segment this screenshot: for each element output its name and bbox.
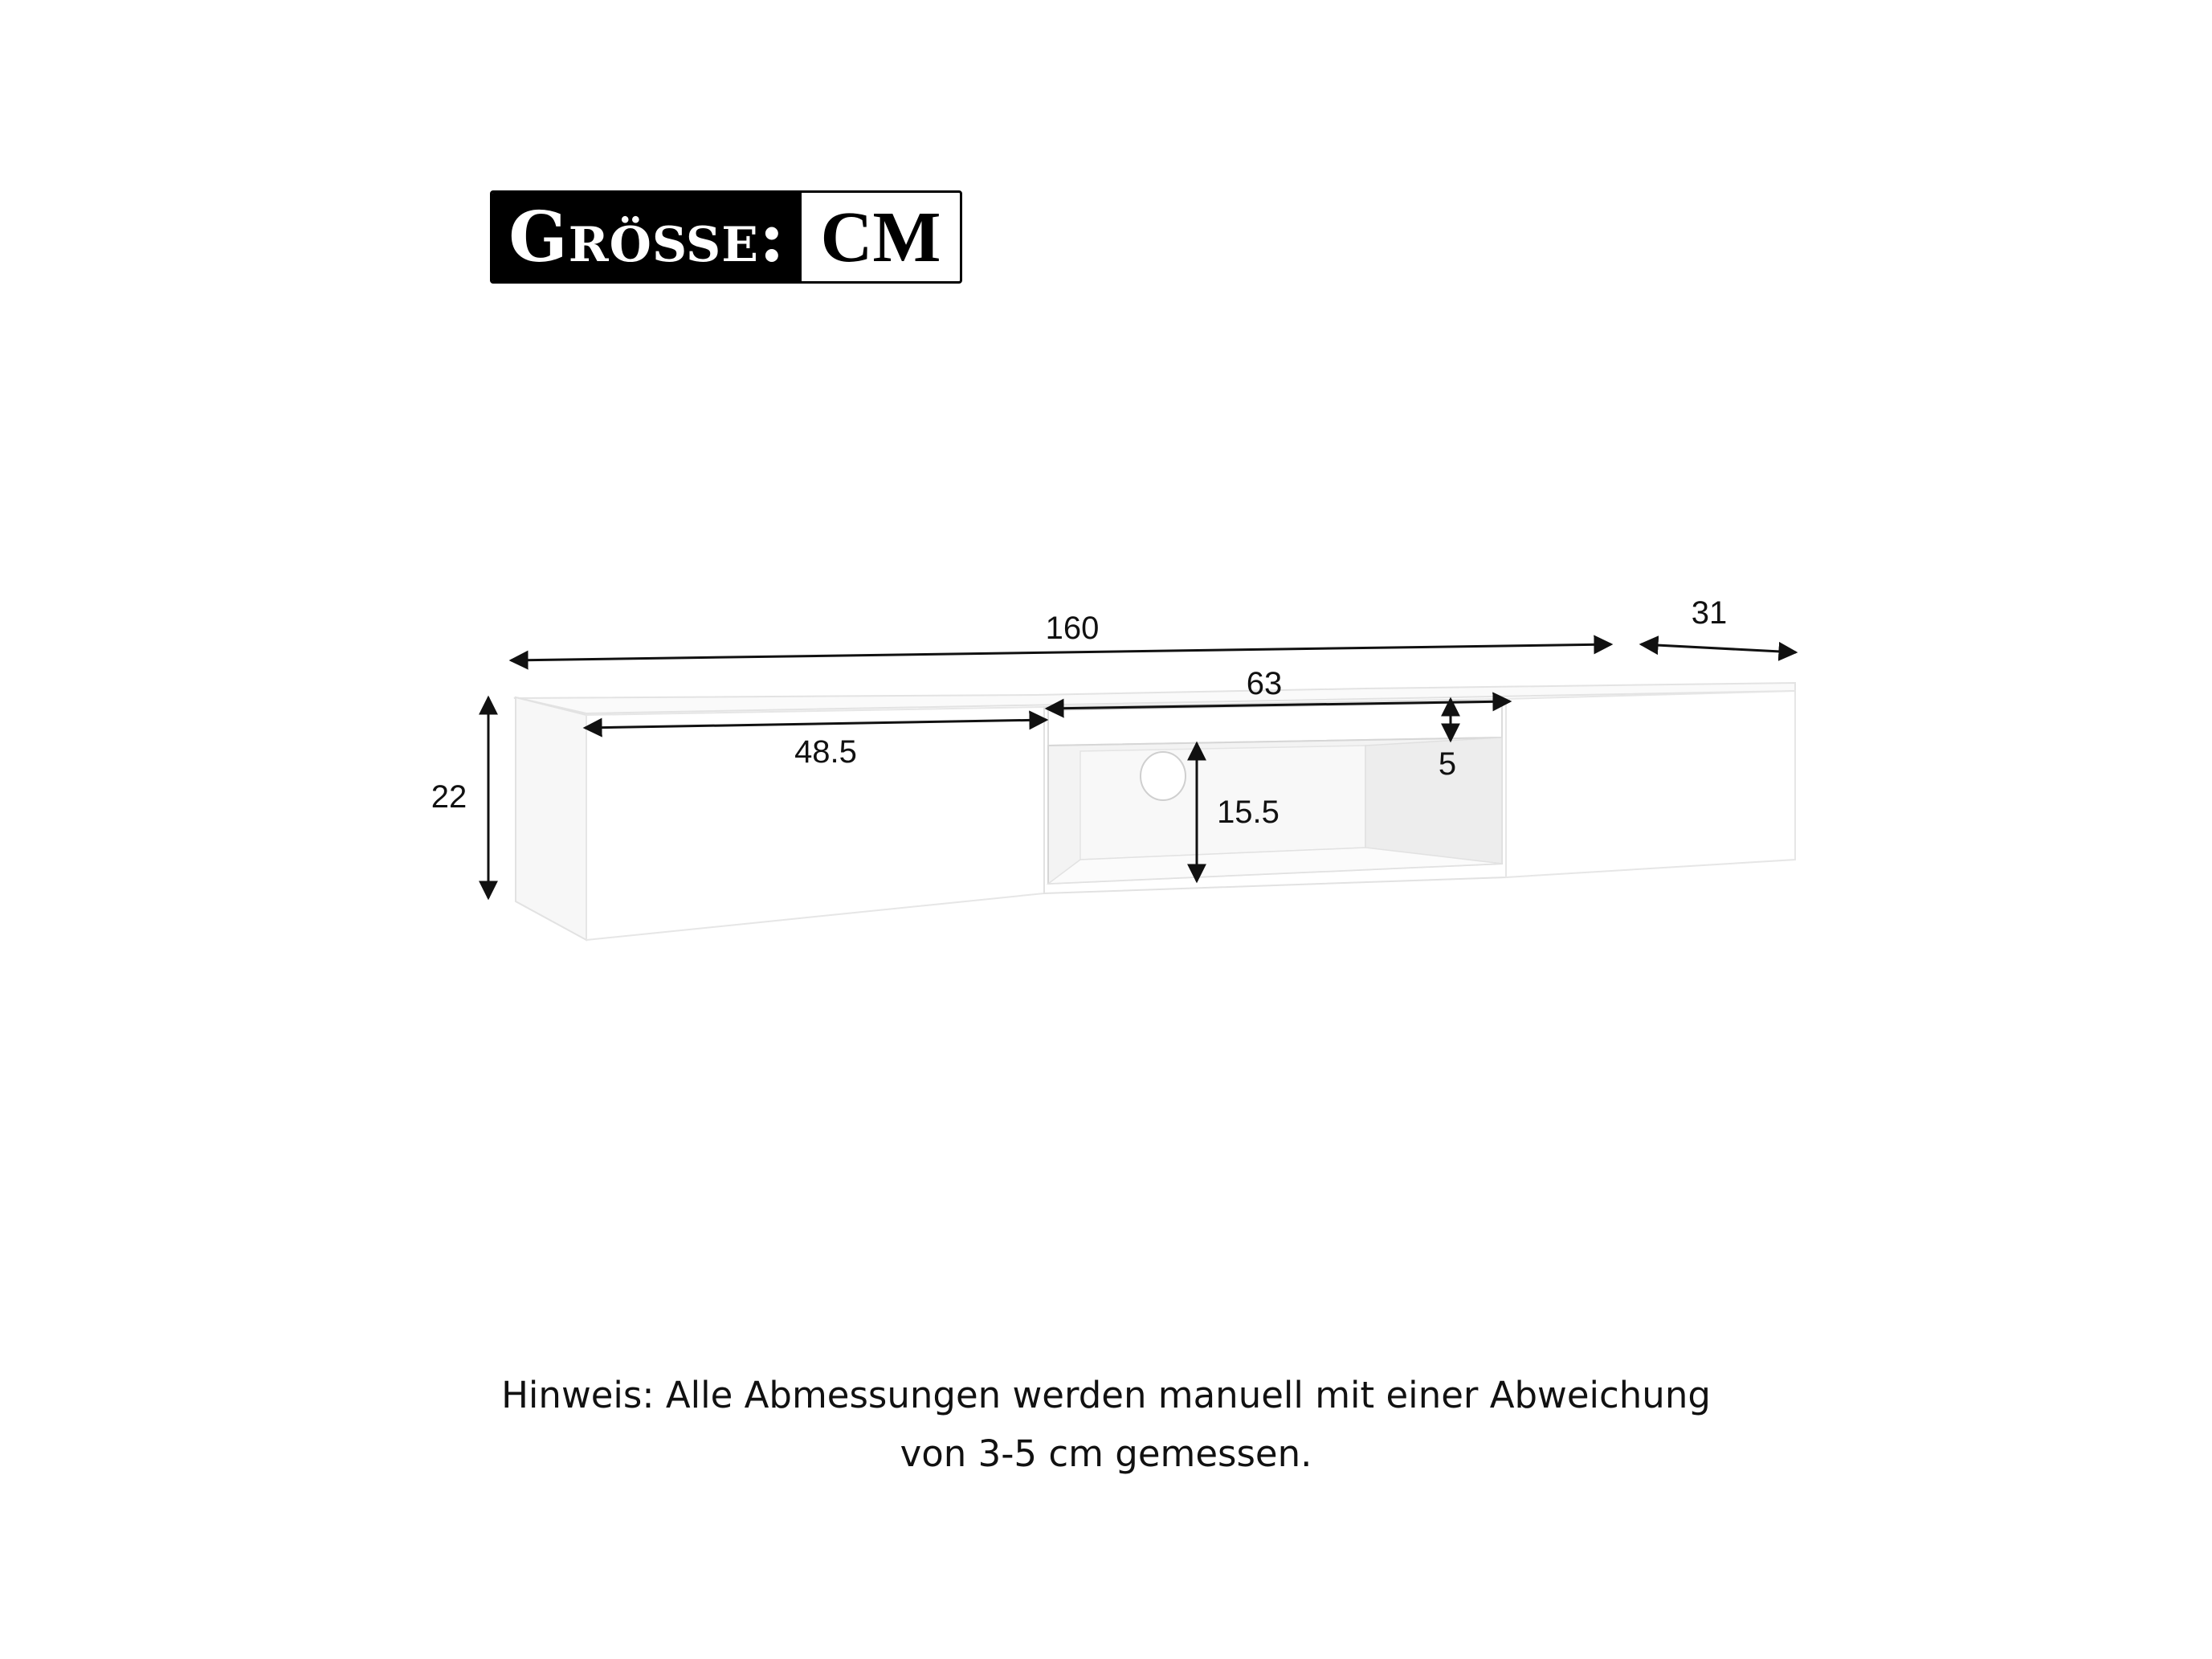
depth-line [1641,644,1796,652]
size-label: Größe: [492,193,802,281]
depth-label: 31 [1691,595,1728,631]
compartment-right-wall [1365,738,1502,864]
right-door [1506,691,1795,877]
note-line-1: Hinweis: Alle Abmessungen werden manuell mit einer Abweichung [501,1374,1711,1416]
cable-hole [1141,752,1186,800]
total-width-line [511,644,1611,660]
drawer-height-label: 5 [1438,746,1457,782]
total-width-label: 160 [1045,611,1100,646]
shelf-width-label: 63 [1246,666,1283,701]
opening-height-label: 15.5 [1217,795,1279,830]
note-line-2: von 3-5 cm gemessen. [900,1432,1312,1475]
unit-label: CM [820,197,941,277]
height-label: 22 [431,779,467,815]
cabinet-left-side [516,697,586,940]
door-width-label: 48.5 [794,734,857,770]
cabinet [514,683,1795,940]
measurement-note [0,1366,2212,1483]
